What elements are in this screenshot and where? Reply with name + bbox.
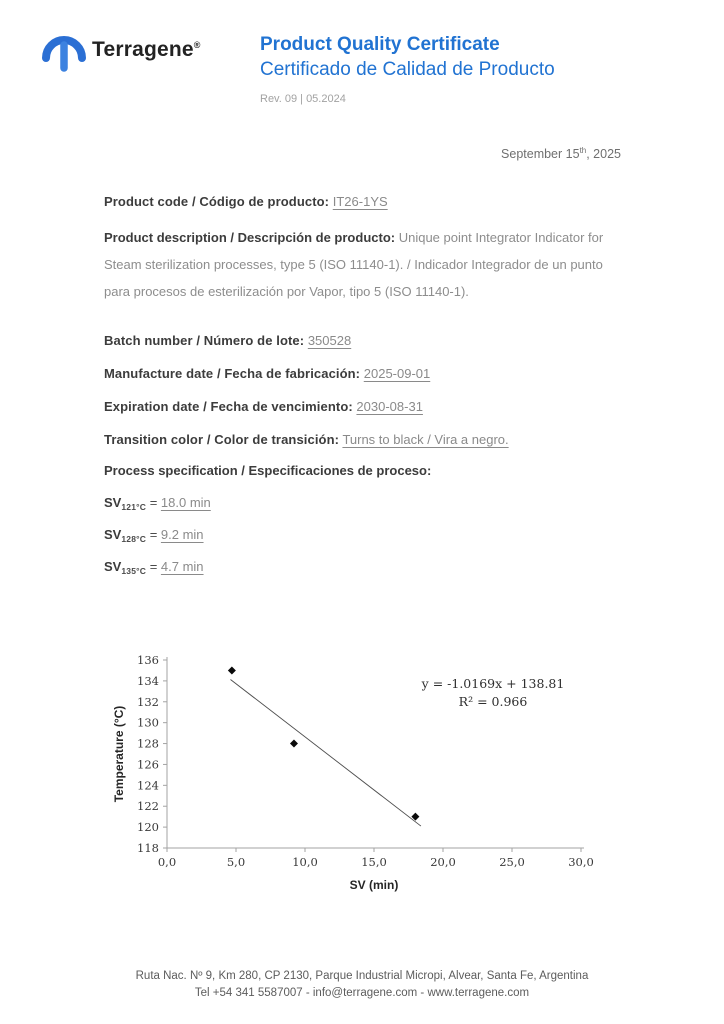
date-prefix: September 15 xyxy=(501,147,580,162)
field-expiration-date xyxy=(104,397,423,417)
sv-subscript: 121°C xyxy=(121,502,147,512)
sv-equals: = xyxy=(146,495,161,510)
sv-value: 9.2 min xyxy=(160,527,204,542)
registered-mark: ® xyxy=(193,40,201,50)
product-code-label: Product code / Código de producto: xyxy=(104,194,330,209)
sv-prefix: SV xyxy=(104,527,122,542)
terragene-logo xyxy=(40,28,88,79)
page-title-es: Certificado de Calidad de Producto xyxy=(260,59,555,80)
revision-label: Rev. 09 | 05.2024 xyxy=(260,93,346,105)
field-product-code xyxy=(104,192,388,212)
chart-x-axis-title: SV (min) xyxy=(349,878,399,892)
chart-x-tick-label: 15,0 xyxy=(361,855,387,869)
chart-data-point xyxy=(228,666,236,674)
field-manufacture-date xyxy=(104,364,430,384)
field-transition-color xyxy=(104,430,509,450)
date-ordinal: th xyxy=(579,146,587,155)
brand-name xyxy=(92,38,201,62)
chart-y-tick-label: 130 xyxy=(137,715,159,730)
footer xyxy=(0,968,724,1002)
chart-y-tick-label: 126 xyxy=(137,757,159,772)
manufacture-date-label: Manufacture date / Fecha de fabricación: xyxy=(104,366,361,381)
brand-label: Terragene xyxy=(92,38,194,61)
sv-row-135 xyxy=(104,559,204,576)
product-code-value: IT26-1YS xyxy=(332,194,388,209)
chart-x-tick-label: 10,0 xyxy=(292,855,318,869)
title-block xyxy=(260,34,555,105)
chart-x-tick-label: 5,0 xyxy=(226,855,246,869)
footer-address: Ruta Nac. Nº 9, Km 280, CP 2130, Parque Industrial Micropi, Alvear, Santa Fe, Argentina xyxy=(135,970,589,982)
manufacture-date-value: 2025-09-01 xyxy=(363,366,431,381)
footer-contact: Tel +54 341 5587007 - info@terragene.com - www.terragene.com xyxy=(194,987,530,999)
certificate-date xyxy=(501,146,621,161)
product-description-label: Product description / Descripción de producto: xyxy=(104,230,396,245)
sv-row-128 xyxy=(104,527,204,544)
sv-value: 18.0 min xyxy=(160,495,211,510)
sv-equals: = xyxy=(146,559,161,574)
chart-y-tick-label: 134 xyxy=(137,673,159,688)
sv-row-121 xyxy=(104,495,211,512)
sv-chart-svg xyxy=(109,648,609,903)
sv-equals: = xyxy=(146,527,161,542)
chart-equation-label: y = -1.0169x + 138.81 xyxy=(421,676,565,691)
chart-y-axis-title: Temperature (°C) xyxy=(112,705,126,803)
chart-y-tick-label: 128 xyxy=(137,736,159,751)
field-product-description xyxy=(104,224,626,305)
chart-y-tick-label: 120 xyxy=(137,820,159,835)
page-title-en: Product Quality Certificate xyxy=(260,34,500,55)
chart-x-tick-label: 20,0 xyxy=(430,855,456,869)
terragene-logo-icon xyxy=(40,28,88,74)
sv-subscript: 135°C xyxy=(121,566,147,576)
chart-x-tick-label: 30,0 xyxy=(568,855,594,869)
chart-data-point xyxy=(290,740,298,748)
transition-color-value: Turns to black / Vira a negro. xyxy=(342,432,509,447)
chart-r2-label: R² = 0.966 xyxy=(458,694,528,709)
chart-y-tick-label: 124 xyxy=(137,778,159,793)
batch-number-label: Batch number / Número de lote: xyxy=(104,333,305,348)
chart-y-tick-label: 122 xyxy=(137,799,159,814)
batch-number-value: 350528 xyxy=(307,333,352,348)
sv-subscript: 128°C xyxy=(121,534,147,544)
sv-prefix: SV xyxy=(104,559,122,574)
chart-x-tick-label: 25,0 xyxy=(499,855,525,869)
expiration-date-value: 2030-08-31 xyxy=(356,399,423,414)
process-spec-heading: Process specification / Especificaciones de proceso: xyxy=(104,463,432,478)
sv-value: 4.7 min xyxy=(160,559,204,574)
transition-color-label: Transition color / Color de transición: xyxy=(104,432,340,447)
chart-x-tick-label: 0,0 xyxy=(157,855,177,869)
field-batch-number xyxy=(104,331,351,351)
sv-prefix: SV xyxy=(104,495,122,510)
chart-trendline xyxy=(230,680,420,827)
chart-y-tick-label: 136 xyxy=(137,653,159,667)
sv-temperature-chart xyxy=(109,648,609,903)
expiration-date-label: Expiration date / Fecha de vencimiento: xyxy=(104,399,353,414)
chart-y-tick-label: 132 xyxy=(137,694,159,709)
product-description-value: Unique point Integrator Indicator for Steam sterilization processes, type 5 (ISO 11140-1). / Indicador Integrador de un punto para procesos de esterilización por Vapor, tipo 5 (ISO 11140-1). xyxy=(104,230,604,299)
chart-y-tick-label: 118 xyxy=(137,841,159,855)
date-rest: , 2025 xyxy=(586,147,621,162)
